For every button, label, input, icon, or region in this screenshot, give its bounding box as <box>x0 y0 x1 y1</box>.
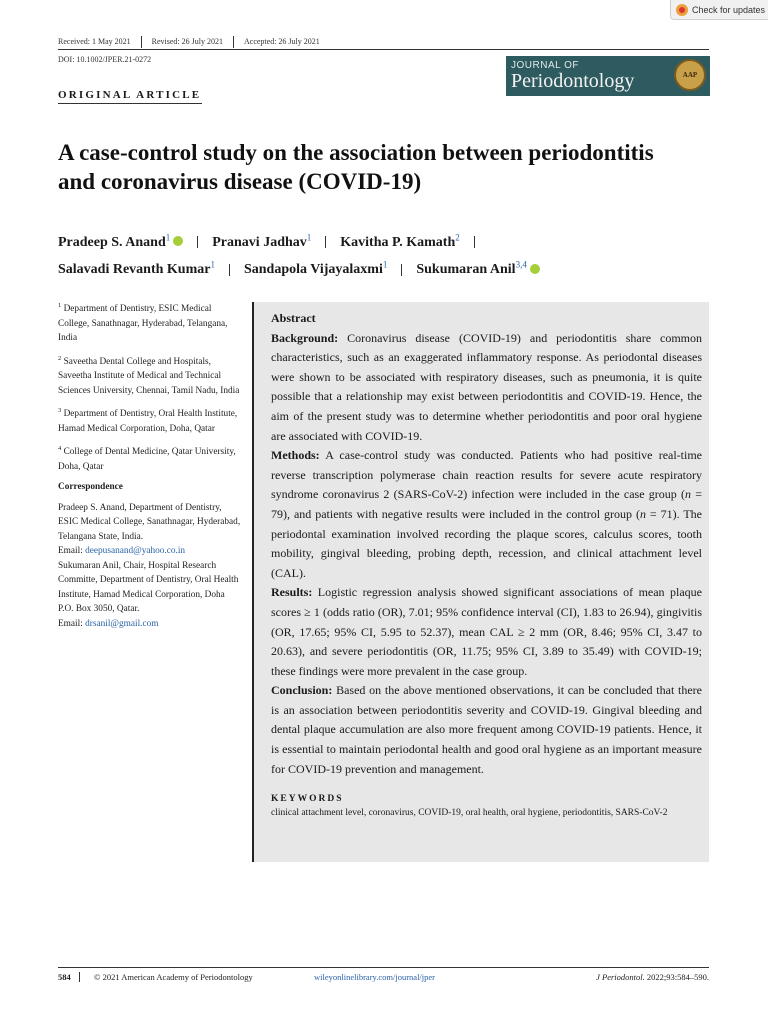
author-separator <box>325 236 326 248</box>
author-separator <box>197 236 198 248</box>
author: Pradeep S. Anand$^1$ <box>58 235 183 250</box>
author: Kavitha P. Kamath$^2$ <box>340 232 460 250</box>
keywords-list: clinical attachment level, coronavirus, COVID-19, oral health, oral hygiene, periodontitis, SARS-CoV-2 <box>271 808 668 819</box>
affiliation: $^2$ Saveetha Dental College and Hospitals, Saveetha Institute of Medical and Technical Sciences University, Chennai, Tamil Nadu, India <box>58 354 240 396</box>
correspondence-heading: Correspondence <box>58 482 123 493</box>
article-dates <box>58 36 330 48</box>
email-link[interactable]: drsanil@gmail.com <box>85 618 159 629</box>
journal-logo <box>506 56 710 96</box>
author-separator <box>474 236 475 248</box>
footer-divider <box>58 967 709 968</box>
abstract-conclusion: Conclusion: Based on the above mentioned observations, it can be concluded that there is an association between periodontitis severity and COVID-19. Gingival bleeding and dental plaque accumulation are also more frequent among COVID-19 patients. Hence, it is essential to maintain periodontal health and good oral hygiene as an important measure for COVID-19 prevention and management. <box>271 683 702 776</box>
received-date: Received: 1 May 2021 <box>58 37 131 46</box>
affiliation: $^3$ Department of Dentistry, Oral Health Institute, Hamad Medical Corporation, Doha, Qatar <box>58 407 238 434</box>
article-type-underline <box>58 103 202 104</box>
accepted-date: Accepted: 26 July 2021 <box>233 36 330 48</box>
citation: J Periodontol. 2022;93:584–590. <box>596 972 709 982</box>
journal-logo-top: JOURNAL OF <box>511 60 579 71</box>
email-link[interactable]: deepusanand@yahoo.co.in <box>85 546 186 557</box>
copyright: © 2021 American Academy of Periodontology <box>94 972 253 982</box>
author: Pranavi Jadhav$^1$ <box>212 232 312 250</box>
article-type: ORIGINAL ARTICLE <box>58 89 202 101</box>
author-list <box>58 226 678 281</box>
author: Salavadi Revanth Kumar$^1$ <box>58 259 215 278</box>
revised-date: Revised: 26 July 2021 <box>141 36 233 48</box>
abstract-methods: Methods: A case-control study was conducted. Patients who had positive real-time reverse transcription polymerase chain reaction results for severe acute respiratory syndrome coronavirus 2 (SARS-CoV-2) infection were included in the case group (n = 79), and patients with negative results were included in the control group (n = 71). The periodontal examination involved recording the plaque scores, calculus scores, tooth mobility, gingival bleeding, probing depth, recession, and clinical attachment level (CAL). <box>271 448 703 580</box>
orcid-icon[interactable] <box>530 264 540 274</box>
affiliations <box>58 299 242 631</box>
author-separator <box>401 264 402 276</box>
abstract-background: Background: Coronavirus disease (COVID-19) and periodontitis share common characteristics, such as an exaggerated inflammatory response. As periodontal diseases were shown to be associated with respiratory diseases, such as pneumonia, it is quite possible that a relationship may exist between periodontitis and COVID-19. Hence, the aim of the present study was to determine whether periodontitis and poor oral hygiene are associated with COVID-19. <box>271 330 702 443</box>
crossmark-icon <box>676 4 688 16</box>
check-for-updates-button[interactable] <box>670 0 768 20</box>
article-title: A case-control study on the association between periodontitis and coronavirus disease (COVID-19) <box>58 140 654 194</box>
author: Sukumaran Anil$^{3,4}$ <box>416 262 539 277</box>
author: Sandapola Vijayalaxmi$^1$ <box>243 259 388 278</box>
abstract-box <box>252 302 709 862</box>
abstract-heading: Abstract <box>271 311 316 325</box>
doi: DOI: 10.1002/JPER.21-0272 <box>58 55 152 64</box>
affiliation: $^4$ College of Dental Medicine, Qatar University, Doha, Qatar <box>58 445 236 472</box>
author-separator <box>229 264 230 276</box>
journal-logo-name: Periodontology <box>511 70 635 92</box>
orcid-icon[interactable] <box>173 236 183 246</box>
page-number: 584 <box>58 972 80 982</box>
correspondence-details: Pradeep S. Anand, Department of Dentistry, ESIC Medical College, Sanathnagar, Hyderabad, Telangana State, India. Email: deepusanand@yahoo.co.in Sukumaran Anil, Chair, Hospital Research Committe, Department of Dentistry, Oral Health Institute, Hamad Medical Corporation, Doha P.O. Box 3050, Qatar. Email: drsanil@gmail.com <box>58 502 241 629</box>
aap-seal-icon: AAP <box>674 59 706 91</box>
abstract-results: Results: Logistic regression analysis showed significant associations of mean plaque scores ≥ 1 (odds ratio (OR), 7.01; 95% confidence interval (CI), 1.83 to 26.94), gingivitis (OR, 17.65; 95% CI, 5.95 to 52.37), mean CAL ≥ 2 mm (OR, 8.46; 95% CI, 3.47 to 20.63), and severe periodontitis (OR, 11.75; 95% CI, 3.89 to 35.49) with COVID-19; these findings were more prevalent in the case group. <box>271 585 702 678</box>
header-divider <box>58 49 709 50</box>
affiliation: $^1$ Department of Dentistry, ESIC Medical College, Sanathnagar, Hyderabad, Telangana, India <box>58 302 228 344</box>
journal-website-link[interactable]: wileyonlinelibrary.com/journal/jper <box>314 972 436 982</box>
check-for-updates-label: Check for updates <box>692 4 766 15</box>
keywords-heading: KEYWORDS <box>271 794 344 805</box>
